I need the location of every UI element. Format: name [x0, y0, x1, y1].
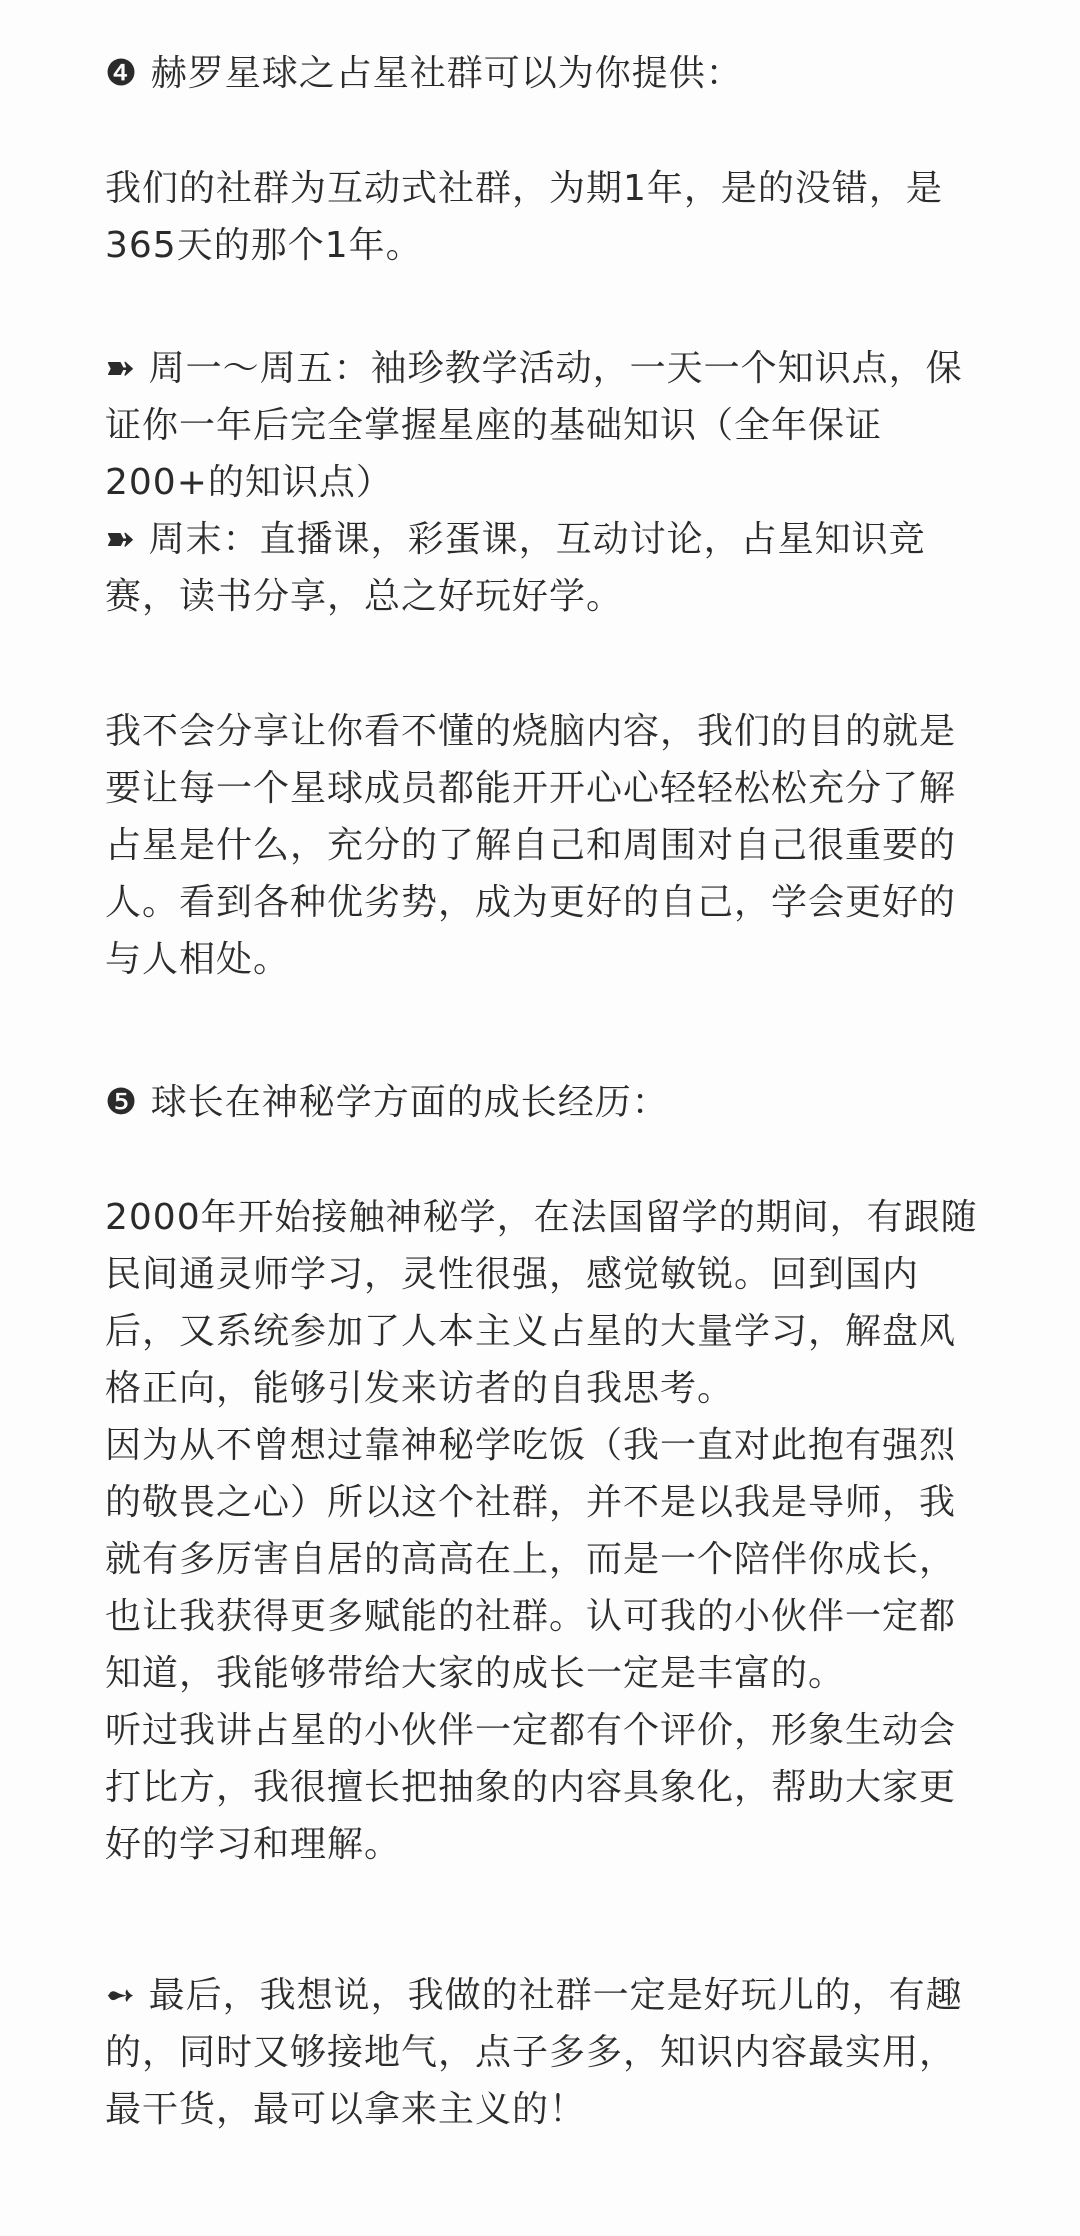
weekend-paragraph — [105, 511, 985, 625]
text-line: ➽ 周末：直播课，彩蛋课，互动讨论，占星知识竞 — [105, 519, 926, 560]
text-line: 要让每一个星球成员都能开开心心轻轻松松充分了解 — [105, 768, 957, 809]
text-line: 后，又系统参加了人本主义占星的大量学习，解盘风 — [105, 1311, 957, 1352]
text-line: 民间通灵师学习，灵性很强，感觉敏锐。回到国内 — [105, 1254, 920, 1295]
section5-heading — [105, 1074, 985, 1131]
text-line: 最干货，最可以拿来主义的！ — [105, 2089, 587, 2130]
text-line: 占星是什么，充分的了解自己和周围对自己很重要的 — [105, 825, 957, 866]
text-line: 与人相处。 — [105, 939, 291, 980]
text-line: 证你一年后完全掌握星座的基础知识（全年保证 — [105, 405, 883, 446]
text-line: 人。看到各种优劣势，成为更好的自己，学会更好的 — [105, 882, 957, 923]
text-line: ➻ 最后，我想说，我做的社群一定是好玩儿的，有趣 — [105, 1975, 963, 2016]
text-line: 2000年开始接触神秘学，在法国留学的期间，有跟随 — [105, 1197, 978, 1238]
section5-heading-text: ❺ 球长在神秘学方面的成长经历： — [105, 1082, 669, 1123]
section4-heading-text: ❹ 赫罗星球之占星社群可以为你提供： — [105, 53, 743, 94]
text-line: 听过我讲占星的小伙伴一定都有个评价，形象生动会 — [105, 1710, 957, 1751]
goal-paragraph — [105, 703, 985, 988]
weekday-paragraph — [105, 340, 985, 511]
section4-heading — [105, 45, 985, 102]
text-line: ➽ 周一～周五：袖珍教学活动，一天一个知识点，保 — [105, 348, 963, 389]
intro-paragraph — [105, 160, 985, 274]
text-line: 因为从不曾想过靠神秘学吃饭（我一直对此抱有强烈 — [105, 1425, 957, 1466]
text-line: 赛，读书分享，总之好玩好学。 — [105, 576, 624, 617]
history-paragraph — [105, 1189, 985, 1873]
text-line: 我不会分享让你看不懂的烧脑内容，我们的目的就是 — [105, 711, 957, 752]
text-line: 我们的社群为互动式社群，为期1年，是的没错，是 — [105, 168, 943, 209]
text-line: 就有多厉害自居的高高在上，而是一个陪伴你成长， — [105, 1539, 957, 1580]
text-line: 知道，我能够带给大家的成长一定是丰富的。 — [105, 1653, 846, 1694]
text-line: 365天的那个1年。 — [105, 225, 423, 266]
closing-paragraph — [105, 1967, 985, 2138]
text-line: 格正向，能够引发来访者的自我思考。 — [105, 1368, 735, 1409]
text-line: 打比方，我很擅长把抽象的内容具象化，帮助大家更 — [105, 1767, 957, 1808]
text-line: 的，同时又够接地气，点子多多，知识内容最实用， — [105, 2032, 957, 2073]
text-line: 的敬畏之心）所以这个社群，并不是以我是导师，我 — [105, 1482, 957, 1523]
text-line: 好的学习和理解。 — [105, 1824, 402, 1865]
text-line: 200+的知识点） — [105, 462, 393, 503]
text-line: 也让我获得更多赋能的社群。认可我的小伙伴一定都 — [105, 1596, 957, 1637]
